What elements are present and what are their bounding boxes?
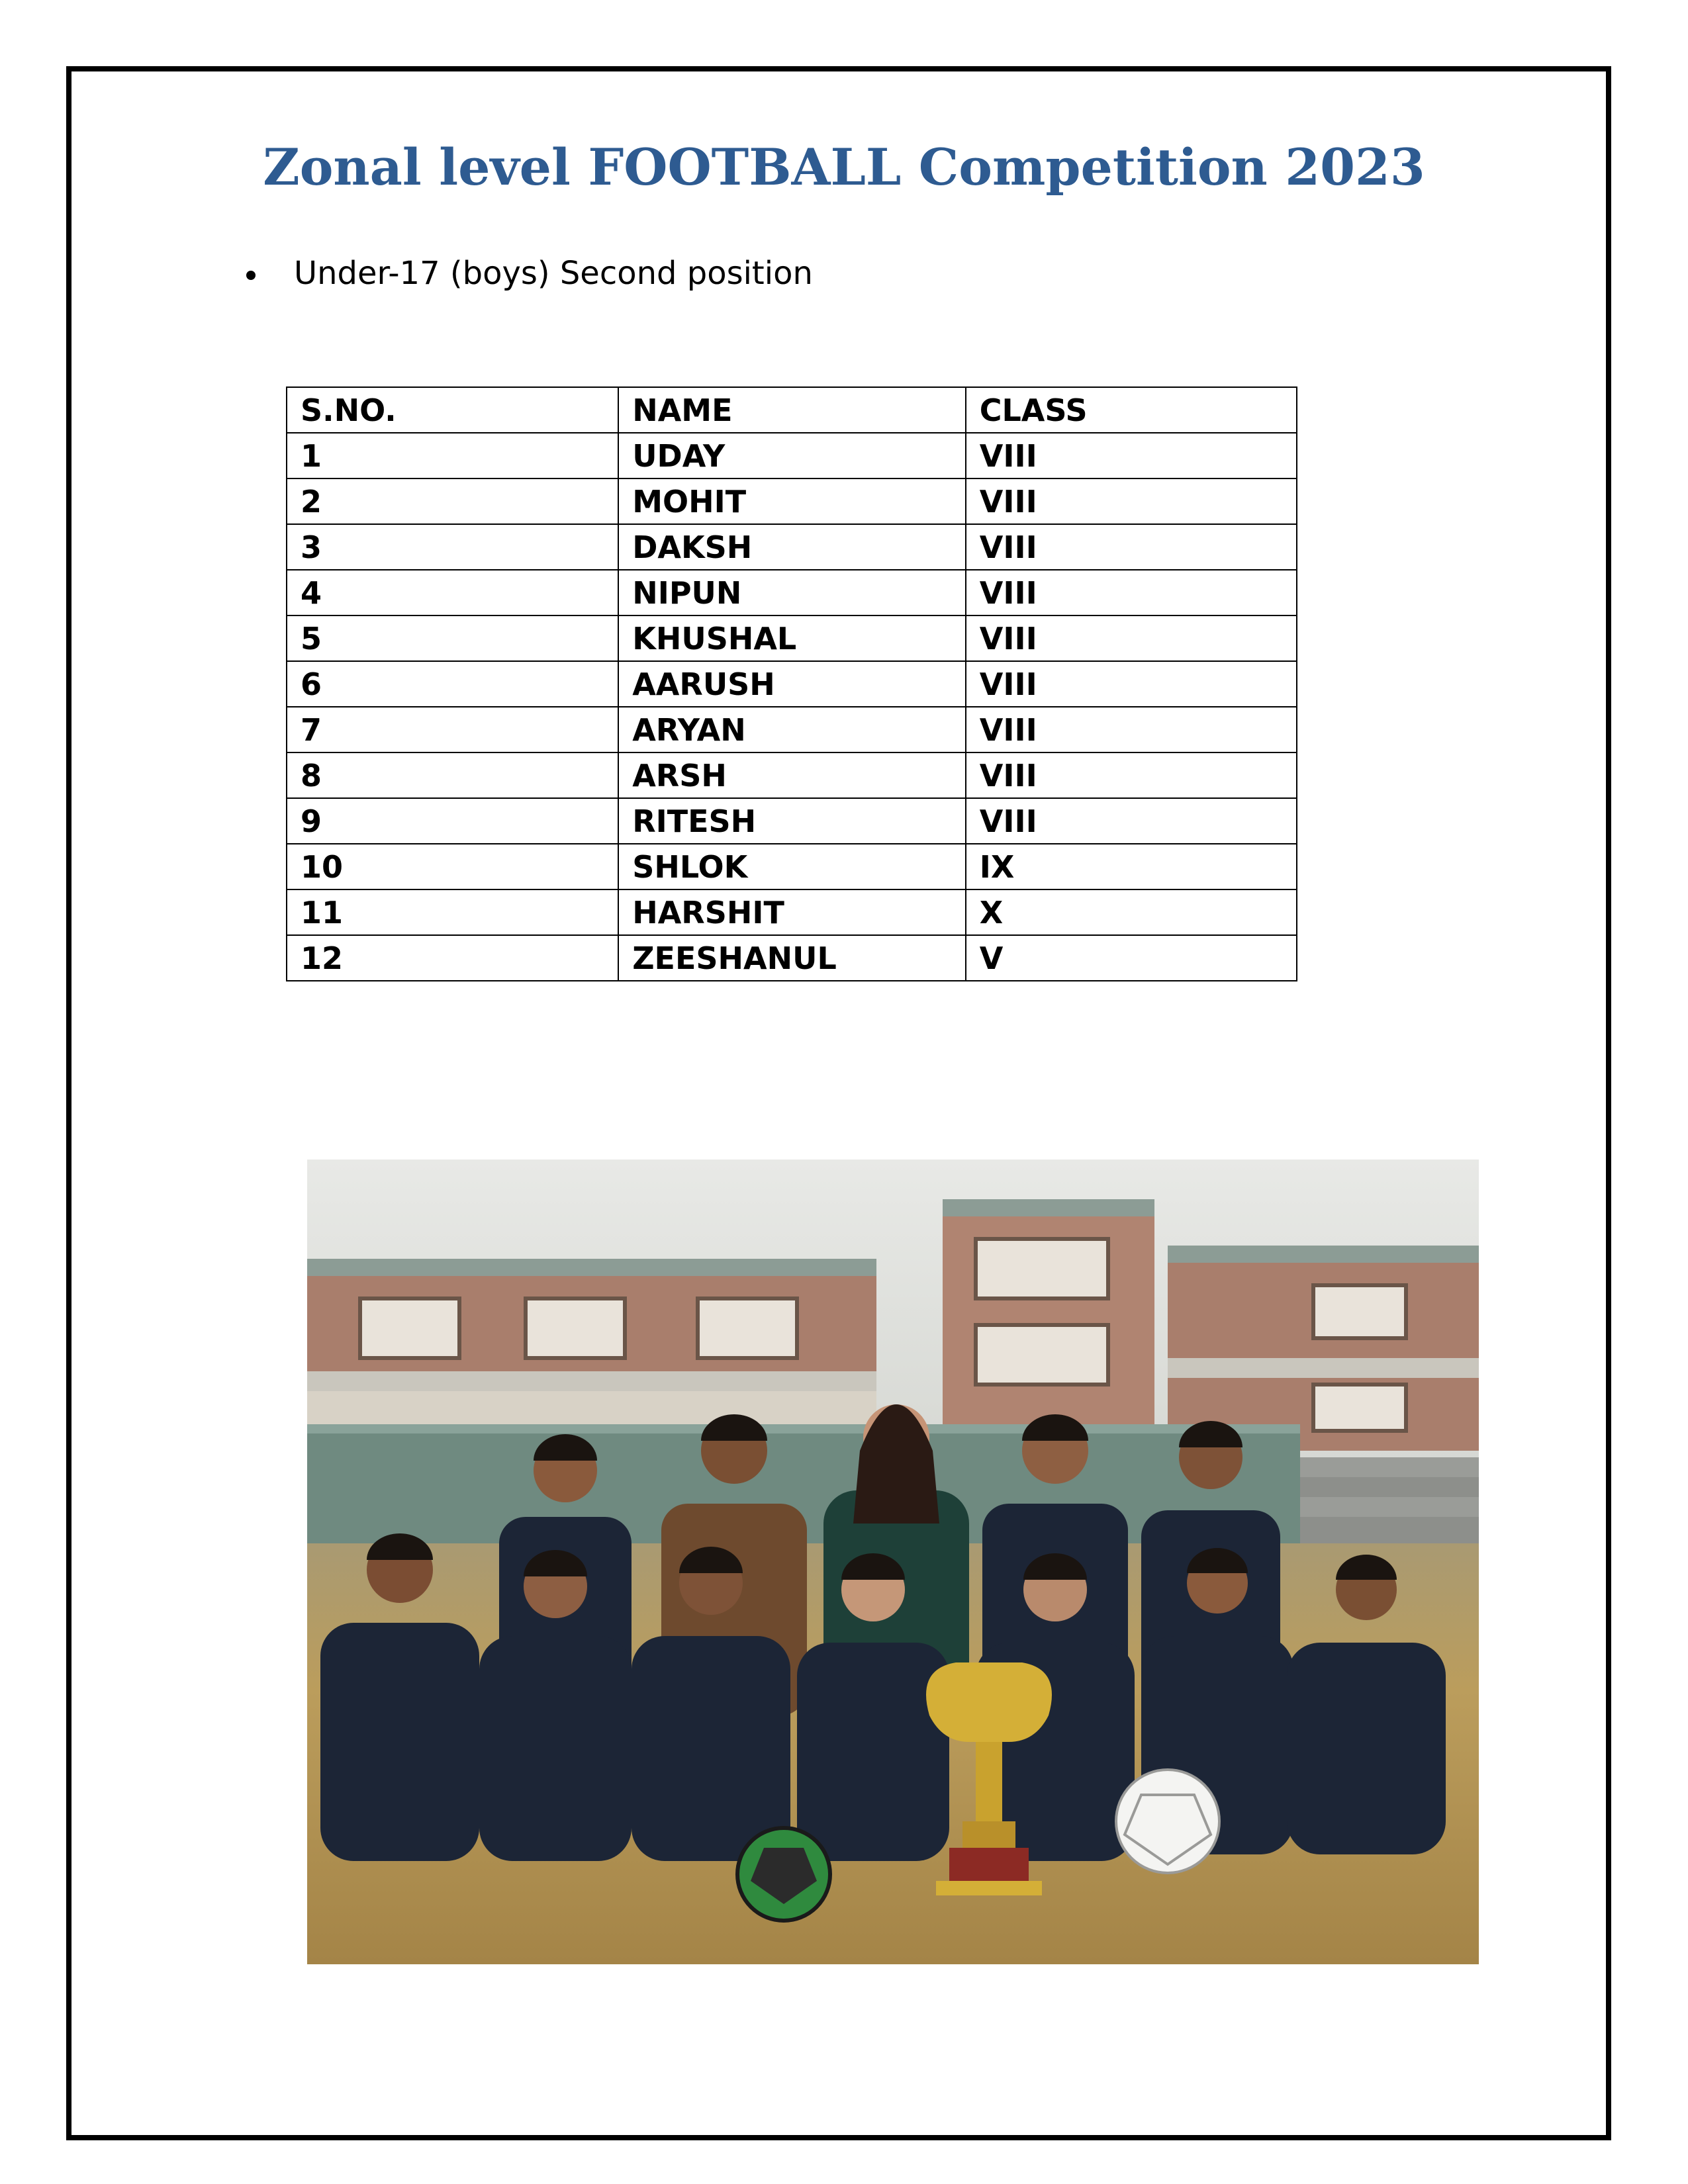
cell-sno: 5 xyxy=(287,615,618,661)
building-right xyxy=(1168,1246,1479,1451)
cell-sno: 1 xyxy=(287,433,618,478)
cell-name: ZEESHANUL xyxy=(618,935,966,981)
football-white-icon xyxy=(1116,1770,1219,1873)
cell-class: X xyxy=(966,889,1297,935)
page-title: Zonal level FOOTBALL Competition 2023 xyxy=(263,138,1425,197)
table-row xyxy=(287,935,1297,981)
cell-class: VIII xyxy=(966,478,1297,524)
team-photo-illustration xyxy=(307,1160,1479,1964)
cell-name: ARSH xyxy=(618,752,966,798)
cell-name: SHLOK xyxy=(618,844,966,889)
table-row xyxy=(287,661,1297,707)
cell-sno: 3 xyxy=(287,524,618,570)
building-tower xyxy=(943,1199,1154,1451)
table-row xyxy=(287,798,1297,844)
table-header-row xyxy=(287,387,1297,433)
header-name: NAME xyxy=(618,387,966,433)
steps xyxy=(1300,1457,1479,1543)
cell-sno: 2 xyxy=(287,478,618,524)
cell-class: IX xyxy=(966,844,1297,889)
cell-name: AARUSH xyxy=(618,661,966,707)
bullet-dot-icon xyxy=(246,271,256,280)
football-green-icon xyxy=(737,1828,830,1921)
cell-class: VIII xyxy=(966,798,1297,844)
cell-class: VIII xyxy=(966,707,1297,752)
cell-sno: 12 xyxy=(287,935,618,981)
table-row xyxy=(287,433,1297,478)
cell-name: KHUSHAL xyxy=(618,615,966,661)
table-row xyxy=(287,844,1297,889)
cell-name: ARYAN xyxy=(618,707,966,752)
table-row xyxy=(287,707,1297,752)
cell-class: VIII xyxy=(966,752,1297,798)
cell-name: NIPUN xyxy=(618,570,966,615)
cell-name: UDAY xyxy=(618,433,966,478)
header-sno: S.NO. xyxy=(287,387,618,433)
bullet-text: Under-17 (boys) Second position xyxy=(294,255,813,292)
cell-class: VIII xyxy=(966,570,1297,615)
cell-sno: 10 xyxy=(287,844,618,889)
table-row xyxy=(287,752,1297,798)
cell-name: RITESH xyxy=(618,798,966,844)
cell-name: DAKSH xyxy=(618,524,966,570)
cell-sno: 7 xyxy=(287,707,618,752)
cell-sno: 6 xyxy=(287,661,618,707)
cell-sno: 8 xyxy=(287,752,618,798)
table-row xyxy=(287,615,1297,661)
building-left xyxy=(307,1259,876,1444)
cell-sno: 9 xyxy=(287,798,618,844)
cell-class: VIII xyxy=(966,524,1297,570)
team-roster-table xyxy=(286,387,1297,981)
cell-sno: 4 xyxy=(287,570,618,615)
bullet-item xyxy=(246,250,813,296)
table-row xyxy=(287,524,1297,570)
cell-class: VIII xyxy=(966,615,1297,661)
cell-name: HARSHIT xyxy=(618,889,966,935)
team-photo xyxy=(307,1160,1479,1964)
header-class: CLASS xyxy=(966,387,1297,433)
cell-sno: 11 xyxy=(287,889,618,935)
cell-class: VIII xyxy=(966,433,1297,478)
table-row xyxy=(287,478,1297,524)
table-row xyxy=(287,570,1297,615)
cell-name: MOHIT xyxy=(618,478,966,524)
cell-class: V xyxy=(966,935,1297,981)
cell-class: VIII xyxy=(966,661,1297,707)
table-row xyxy=(287,889,1297,935)
